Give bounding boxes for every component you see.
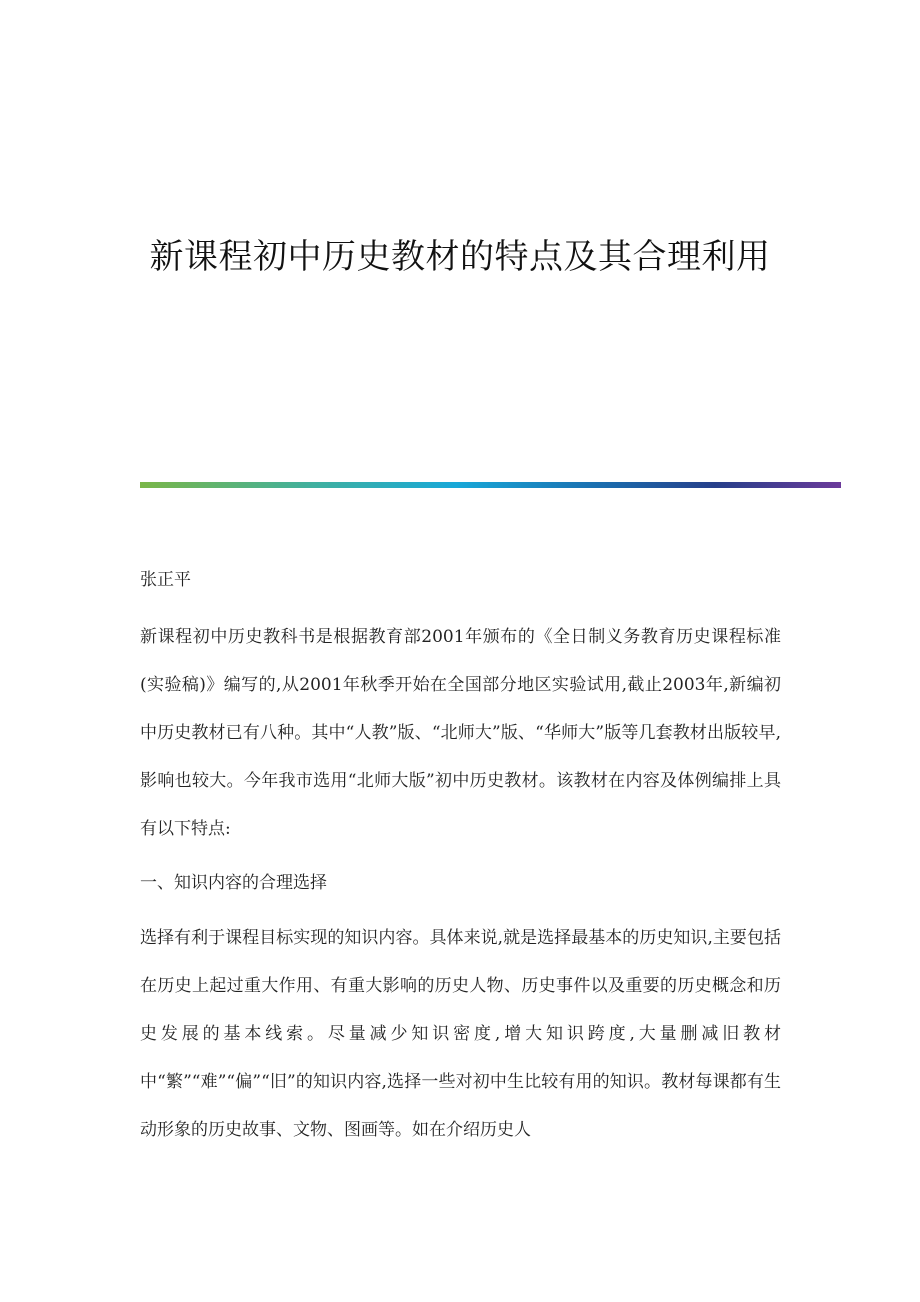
section-heading: 一、知识内容的合理选择 — [140, 873, 327, 893]
author-name: 张正平 — [140, 570, 191, 590]
document-title: 新课程初中历史教材的特点及其合理利用 — [149, 237, 771, 277]
paragraph-intro: 新课程初中历史教科书是根据教育部2001年颁布的《全日制义务教育历史课程标准(实验稿)》编写的,从2001年秋季开始在全国部分地区实验试用,截止2003年,新编初中历史教材已有八种。其中“人教”版、“北师大”版、“华师大”版等几套教材出版较早,影响也较大。今年我市选用“北师大版”初中历史教材。该教材在内容及体例编排上具有以下特点: — [140, 627, 781, 839]
title-divider — [140, 482, 841, 488]
paragraph-knowledge-selection: 选择有利于课程目标实现的知识内容。具体来说,就是选择最基本的历史知识,主要包括在历史上起过重大作用、有重大影响的历史人物、历史事件以及重要的历史概念和历史发展的基本线索。尽量减少知识密度,增大知识跨度,大量删减旧教材中“繁”“难”“偏”“旧”的知识内容,选择一些对初中生比较有用的知识。教材每课都有生动形象的历史故事、文物、图画等。如在介绍历史人 — [140, 928, 781, 1140]
